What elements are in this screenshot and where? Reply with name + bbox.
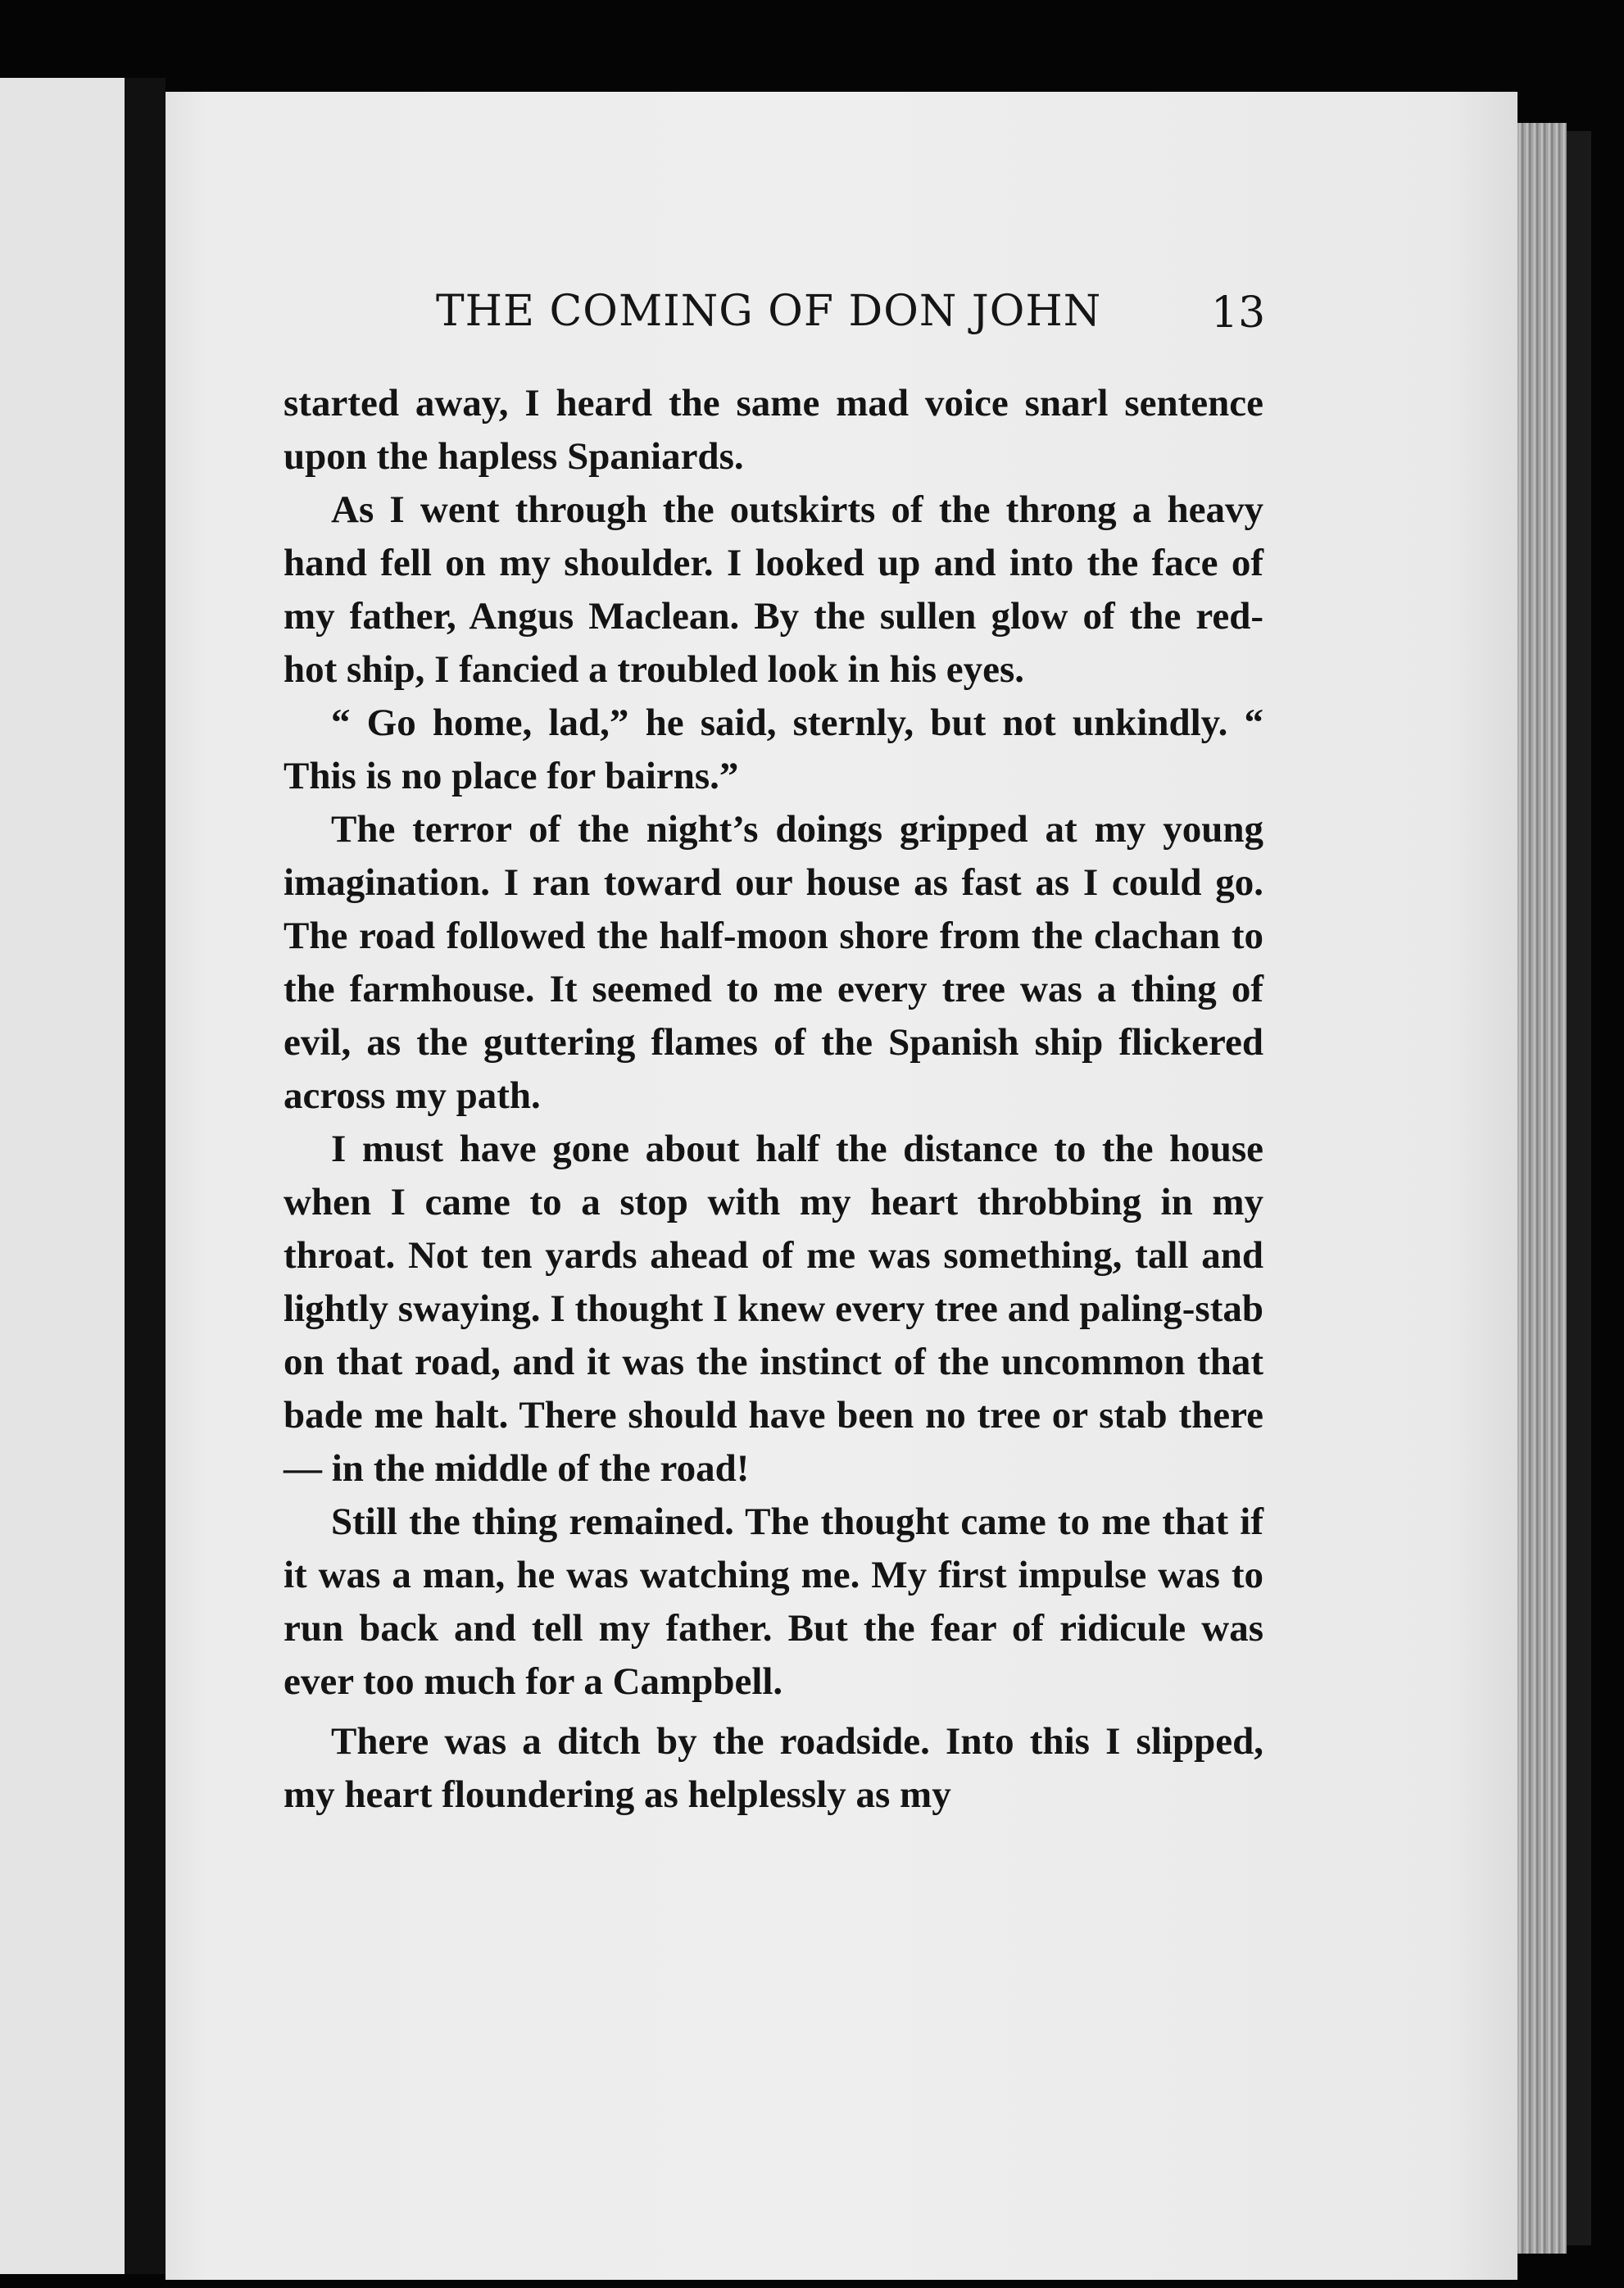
book-page (166, 92, 1517, 2280)
running-head (166, 287, 1517, 361)
book-cover-edge (1567, 131, 1591, 2245)
previous-page-edge (0, 78, 125, 2274)
paragraph: There was a ditch by the roadside. Into this I slipped, my heart floundering as helplessly as my (284, 1720, 1263, 1816)
page-number: 13 (1211, 288, 1266, 338)
page-stack-edge (1517, 123, 1567, 2254)
paragraph-continued: started away, I heard the same mad voice snarl sentence upon the hapless Spaniards. (284, 382, 1263, 478)
paragraph: “ Go home, lad,” he said, sternly, but not unkindly. “ This is no place for bairns.” (284, 701, 1263, 797)
body-text (284, 377, 1263, 1822)
running-title: THE COMING OF DON JOHN (436, 287, 1102, 336)
paragraph: The terror of the night’s doings gripped at my young imagination. I ran toward our house as fast as I could go. The road followed the half-moon shore from the clachan to the farmhouse. It seemed to me every tree was a thing of evil, as the guttering flames of the Spanish ship flickered across my path. (284, 808, 1263, 1117)
paragraph: I must have gone about half the distance to the house when I came to a stop with my heart throbbing in my throat. Not ten yards ahead of me was something, tall and lightly swaying. I thought I knew every tree and paling-stab on that road, and it was the instinct of the uncommon that bade me halt. There should have been no tree or stab there — in the middle of the road! (284, 1128, 1263, 1490)
paragraph: Still the thing remained. The thought came to me that if it was a man, he was watching me. My first impulse was to run back and tell my father. But the fear of ridicule was ever too much for a Campbell. (284, 1500, 1263, 1703)
paragraph: As I went through the outskirts of the throng a heavy hand fell on my shoulder. I looked up and into the face of my father, Angus Maclean. By the sullen glow of the red-hot ship, I fancied a troubled look in his eyes. (284, 488, 1263, 691)
book-gutter (125, 78, 166, 2274)
